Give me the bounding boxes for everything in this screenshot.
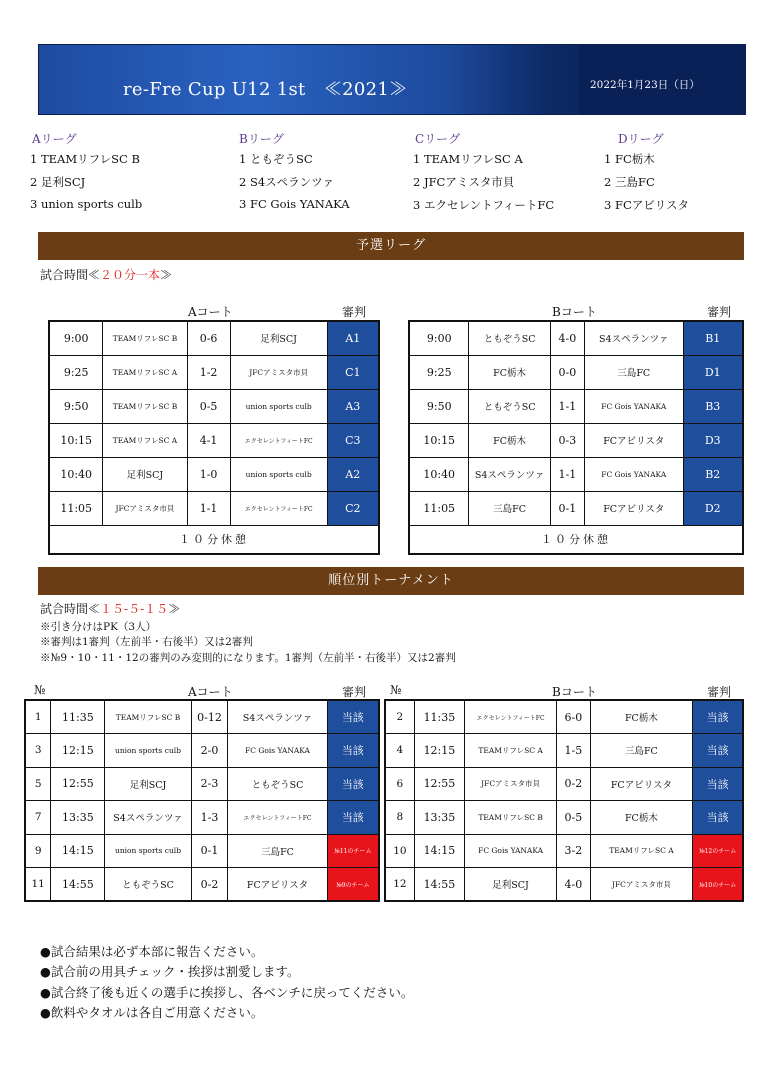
prelim-court-a-table — [48, 320, 380, 555]
tournament-note: ※引き分けはPK（3人） — [40, 621, 157, 633]
home-team: TEAMリフレSC B — [103, 321, 187, 355]
home-team: union sports culb — [105, 834, 191, 868]
league-heading: Dリーグ — [618, 132, 664, 146]
home-team: JFCアミスタ市貝 — [103, 491, 187, 525]
league-a — [30, 130, 142, 211]
match-row — [49, 355, 379, 389]
prelim-court-b-title: Bコート — [552, 305, 597, 319]
away-team: JFCアミスタ市貝 — [230, 355, 327, 389]
home-team: TEAMリフレSC B — [103, 389, 187, 423]
away-team: エクセレントフィートFC — [228, 801, 327, 835]
referee-cell: 当該 — [327, 734, 379, 768]
match-score: 0-2 — [557, 767, 590, 801]
away-team: S4スペランツァ — [585, 321, 683, 355]
league-team: 3 union sports culb — [30, 197, 143, 211]
referee-cell: 当該 — [693, 700, 743, 734]
away-team: union sports culb — [230, 457, 327, 491]
match-number: 5 — [25, 767, 51, 801]
home-team: TEAMリフレSC A — [465, 734, 557, 768]
footer-note: ●試合終了後も近くの選手に挨拶し、各ベンチに戻ってください。 — [40, 985, 414, 1000]
tournament-court-b-title: Bコート — [552, 685, 597, 699]
match-score: 0-3 — [550, 423, 584, 457]
match-time-value: ２０分一本 — [100, 268, 161, 282]
match-row — [25, 734, 379, 768]
match-number: 1 — [25, 700, 51, 734]
match-time: 14:55 — [414, 868, 464, 902]
match-number: 10 — [385, 834, 414, 868]
break-label: １０分休憩 — [409, 525, 743, 554]
match-time-close: ≫ — [160, 268, 173, 282]
match-row — [409, 321, 743, 355]
match-score: 0-6 — [187, 321, 230, 355]
away-team: 三島FC — [585, 355, 683, 389]
referee-cell: C2 — [327, 491, 379, 525]
match-row — [25, 834, 379, 868]
break-row — [49, 525, 379, 554]
match-time: 9:50 — [409, 389, 469, 423]
away-team: FC栃木 — [590, 700, 693, 734]
away-team: エクセレントフィートFC — [230, 491, 327, 525]
match-number: 4 — [385, 734, 414, 768]
match-number: 2 — [385, 700, 414, 734]
home-team: JFCアミスタ市貝 — [465, 767, 557, 801]
referee-cell: B3 — [683, 389, 743, 423]
away-team: 三島FC — [228, 834, 327, 868]
referee-cell: 当該 — [327, 801, 379, 835]
referee-cell: 当該 — [327, 700, 379, 734]
match-row — [385, 700, 743, 734]
league-d — [604, 130, 689, 213]
match-number: 12 — [385, 868, 414, 902]
away-team: TEAMリフレSC A — [590, 834, 693, 868]
away-team: 三島FC — [590, 734, 693, 768]
match-row — [49, 423, 379, 457]
away-team: ともぞうSC — [228, 767, 327, 801]
match-score: 1-2 — [187, 355, 230, 389]
home-team: S4スペランツァ — [469, 457, 550, 491]
league-team: 2 JFCアミスタ市貝 — [413, 175, 515, 189]
home-team: 足利SCJ — [105, 767, 191, 801]
league-heading: Cリーグ — [415, 132, 461, 146]
match-number: 9 — [25, 834, 51, 868]
league-team: 2 足利SCJ — [30, 175, 86, 189]
match-time: 11:05 — [49, 491, 103, 525]
prelim-section-bar: 予選リーグ — [38, 232, 744, 260]
match-row — [409, 423, 743, 457]
footer-note: ●試合結果は必ず本部に報告ください。 — [40, 944, 264, 959]
league-team: 3 FCアビリスタ — [604, 198, 690, 212]
match-row — [49, 389, 379, 423]
referee-cell: D1 — [683, 355, 743, 389]
referee-cell: B1 — [683, 321, 743, 355]
match-time-label: 試合時間≪ — [40, 602, 101, 616]
match-row — [49, 491, 379, 525]
match-score: 1-1 — [187, 491, 230, 525]
league-team: 1 TEAMリフレSC A — [413, 152, 523, 166]
event-date: 2022年1月23日（日） — [590, 79, 700, 91]
home-team: ともぞうSC — [469, 321, 550, 355]
match-time: 14:15 — [51, 834, 105, 868]
match-score: 4-0 — [557, 868, 590, 902]
referee-cell: №9のチーム — [327, 868, 379, 902]
home-team: FC栃木 — [469, 423, 550, 457]
prelim-court-a-ref-header: 審判 — [342, 305, 367, 319]
league-team: 1 ともぞうSC — [239, 152, 313, 166]
league-team: 2 S4スペランツァ — [239, 175, 335, 189]
match-time: 9:00 — [49, 321, 103, 355]
match-time: 9:00 — [409, 321, 469, 355]
home-team: 足利SCJ — [103, 457, 187, 491]
away-team: FCアビリスタ — [228, 868, 327, 902]
match-row — [385, 767, 743, 801]
away-team: FCアビリスタ — [590, 767, 693, 801]
match-number: 11 — [25, 868, 51, 902]
match-time: 13:35 — [414, 801, 464, 835]
match-score: 1-0 — [187, 457, 230, 491]
match-score: 0-12 — [191, 700, 228, 734]
referee-cell: A2 — [327, 457, 379, 491]
prelim-court-b-ref-header: 審判 — [707, 305, 732, 319]
match-row — [385, 834, 743, 868]
league-team: 1 FC栃木 — [604, 152, 655, 166]
away-team: FC Gois YANAKA — [585, 457, 683, 491]
match-time: 9:25 — [409, 355, 469, 389]
referee-cell: №10のチーム — [693, 868, 743, 902]
home-team: S4スペランツァ — [105, 801, 191, 835]
match-score: 3-2 — [557, 834, 590, 868]
prelim-match-time — [40, 266, 172, 283]
match-row — [385, 801, 743, 835]
match-row — [25, 700, 379, 734]
match-time-label: 試合時間≪ — [40, 268, 101, 282]
home-team: ともぞうSC — [469, 389, 550, 423]
match-time: 12:55 — [414, 767, 464, 801]
match-score: 0-1 — [191, 834, 228, 868]
match-score: 1-1 — [550, 457, 584, 491]
match-score: 1-5 — [557, 734, 590, 768]
match-time: 11:05 — [409, 491, 469, 525]
match-time: 9:25 — [49, 355, 103, 389]
match-number: 7 — [25, 801, 51, 835]
match-score: 4-1 — [187, 423, 230, 457]
match-score: 1-1 — [550, 389, 584, 423]
away-team: FCアビリスタ — [585, 491, 683, 525]
match-score: 0-2 — [191, 868, 228, 902]
away-team: FC栃木 — [590, 801, 693, 835]
league-b — [239, 130, 350, 211]
home-team: 三島FC — [469, 491, 550, 525]
away-team: 足利SCJ — [230, 321, 327, 355]
referee-cell: D3 — [683, 423, 743, 457]
home-team: TEAMリフレSC B — [105, 700, 191, 734]
home-team: FC栃木 — [469, 355, 550, 389]
match-row — [25, 767, 379, 801]
tournament-court-a-ref-header: 審判 — [342, 685, 367, 699]
home-team: TEAMリフレSC A — [103, 423, 187, 457]
match-row — [409, 491, 743, 525]
away-team: FC Gois YANAKA — [585, 389, 683, 423]
home-team: エクセレントフィートFC — [465, 700, 557, 734]
tournament-note: ※審判は1審判（左前半・右後半）又は2審判 — [40, 636, 253, 648]
away-team: エクセレントフィートFC — [230, 423, 327, 457]
prelim-court-a-title: Aコート — [188, 305, 233, 319]
match-number: 3 — [25, 734, 51, 768]
referee-cell: A3 — [327, 389, 379, 423]
match-time: 10:15 — [409, 423, 469, 457]
league-team: 1 TEAMリフレSC B — [30, 152, 140, 166]
match-number: 6 — [385, 767, 414, 801]
tournament-court-a-table — [24, 699, 380, 902]
match-row — [25, 801, 379, 835]
home-team: FC Gois YANAKA — [465, 834, 557, 868]
away-team: FC Gois YANAKA — [228, 734, 327, 768]
match-time: 12:55 — [51, 767, 105, 801]
match-score: 6-0 — [557, 700, 590, 734]
referee-cell: B2 — [683, 457, 743, 491]
away-team: S4スペランツァ — [228, 700, 327, 734]
away-team: FCアビリスタ — [585, 423, 683, 457]
referee-cell: C1 — [327, 355, 379, 389]
break-label: １０分休憩 — [49, 525, 379, 554]
prelim-court-b-table — [408, 320, 744, 555]
referee-cell: A1 — [327, 321, 379, 355]
referee-cell: 当該 — [693, 767, 743, 801]
match-row — [385, 734, 743, 768]
match-row — [385, 868, 743, 902]
referee-cell: D2 — [683, 491, 743, 525]
match-time-close: ≫ — [168, 602, 181, 616]
page-title: re-Fre Cup U12 1st ≪2021≫ — [123, 79, 408, 100]
match-score: 0-1 — [550, 491, 584, 525]
match-time-value: １５-５-１５ — [100, 602, 169, 616]
away-team: union sports culb — [230, 389, 327, 423]
home-team: TEAMリフレSC B — [465, 801, 557, 835]
home-team: ともぞうSC — [105, 868, 191, 902]
match-score: 1-3 — [191, 801, 228, 835]
league-team: 2 三島FC — [604, 175, 655, 189]
match-row — [49, 321, 379, 355]
referee-cell: 当該 — [693, 734, 743, 768]
match-score: 2-0 — [191, 734, 228, 768]
match-row — [49, 457, 379, 491]
match-time: 10:15 — [49, 423, 103, 457]
referee-cell: 当該 — [327, 767, 379, 801]
tournament-court-b-table — [384, 699, 744, 902]
league-heading: Aリーグ — [32, 132, 77, 146]
tournament-court-b-no-header: № — [390, 683, 402, 697]
match-score: 0-5 — [187, 389, 230, 423]
match-row — [25, 868, 379, 902]
match-time: 10:40 — [409, 457, 469, 491]
league-team: 3 FC Gois YANAKA — [239, 197, 350, 211]
match-number: 8 — [385, 801, 414, 835]
referee-cell: C3 — [327, 423, 379, 457]
referee-cell: №11のチーム — [327, 834, 379, 868]
match-time: 12:15 — [51, 734, 105, 768]
league-team: 3 エクセレントフィートFC — [413, 198, 555, 212]
match-time: 11:35 — [51, 700, 105, 734]
match-time: 14:55 — [51, 868, 105, 902]
match-score: 0-0 — [550, 355, 584, 389]
match-row — [409, 389, 743, 423]
match-score: 4-0 — [550, 321, 584, 355]
footer-note: ●試合前の用具チェック・挨拶は割愛します。 — [40, 964, 300, 979]
footer-note: ●飲料やタオルは各自ご用意ください。 — [40, 1005, 264, 1020]
league-heading: Bリーグ — [239, 132, 284, 146]
match-time: 10:40 — [49, 457, 103, 491]
tournament-court-a-no-header: № — [34, 683, 46, 697]
match-time: 13:35 — [51, 801, 105, 835]
home-team: 足利SCJ — [465, 868, 557, 902]
tournament-court-a-title: Aコート — [188, 685, 233, 699]
referee-cell: 当該 — [693, 801, 743, 835]
match-time: 11:35 — [414, 700, 464, 734]
tournament-section-bar: 順位別トーナメント — [38, 567, 744, 595]
match-row — [409, 355, 743, 389]
match-time: 14:15 — [414, 834, 464, 868]
match-time: 12:15 — [414, 734, 464, 768]
home-team: TEAMリフレSC A — [103, 355, 187, 389]
home-team: union sports culb — [105, 734, 191, 768]
referee-cell: №12のチーム — [693, 834, 743, 868]
tournament-note: ※№9・10・11・12の審判のみ変則的になります。1審判（左前半・右後半）又は2審判 — [40, 652, 456, 664]
match-row — [409, 457, 743, 491]
match-score: 2-3 — [191, 767, 228, 801]
tournament-match-time — [40, 600, 180, 617]
away-team: JFCアミスタ市貝 — [590, 868, 693, 902]
break-row — [409, 525, 743, 554]
header-banner — [38, 44, 746, 115]
match-time: 9:50 — [49, 389, 103, 423]
match-score: 0-5 — [557, 801, 590, 835]
tournament-court-b-ref-header: 審判 — [707, 685, 732, 699]
league-c — [413, 130, 554, 213]
